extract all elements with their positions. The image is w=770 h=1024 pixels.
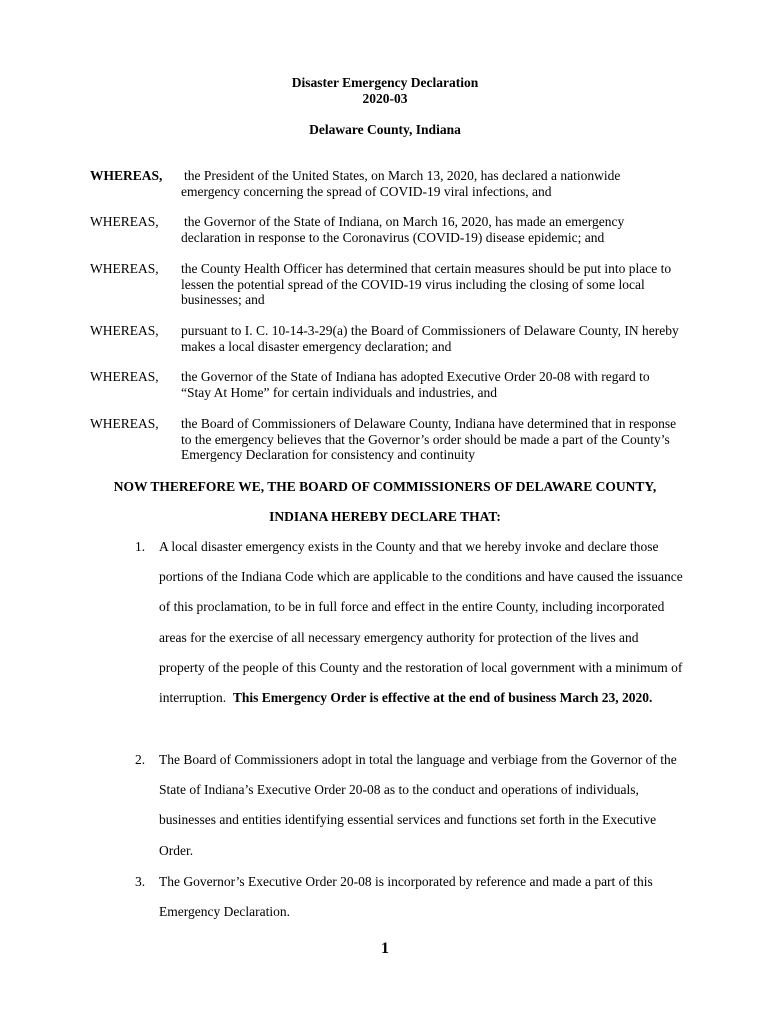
item-body [159, 532, 684, 713]
item-number: 1. [135, 539, 146, 554]
county-heading: Delaware County, Indiana [309, 122, 461, 137]
whereas-text: the Governor of the State of Indiana has adopted Executive Order 20-08 with regard to “Stay At Home” for certain individuals and industries, and [181, 369, 650, 400]
whereas-label: WHEREAS, [90, 323, 159, 338]
item-text: A local disaster emergency exists in the County and that we hereby invoke and declare those portions of the Indiana Code which are applicable to the conditions and have caused the issuance of this proclamation, to be in full force and effect in the entire County, including incorporated areas for the exercise of all necessary emergency authority for protection of the lives and property of the people of this County and the restoration of local government with a minimum of interruption. [159, 539, 683, 706]
item-number: 2. [135, 752, 146, 767]
page-number: 1 [381, 940, 389, 957]
item-number: 3. [135, 874, 146, 889]
whereas-text: the County Health Officer has determined that certain measures should be put into place to lessen the potential spread of the COVID-19 virus including the closing of some local businesses; and [181, 261, 672, 307]
whereas-label: WHEREAS, [90, 416, 159, 431]
item-body [159, 867, 684, 927]
declaration-heading-line1: NOW THEREFORE WE, THE BOARD OF COMMISSIONERS OF DELAWARE COUNTY, [113, 479, 657, 494]
whereas-label: WHEREAS, [90, 168, 163, 183]
whereas-text: the Governor of the State of Indiana, on March 16, 2020, has made an emergency declaration in response to the Coronavirus (COVID-19) disease epidemic; and [181, 214, 625, 245]
item-body [159, 745, 684, 866]
declaration-number: 2020-03 [362, 91, 408, 106]
declaration-heading-line2: INDIANA HEREBY DECLARE THAT: [269, 509, 501, 524]
item-bold-text: This Emergency Order is effective at the end of business March 23, 2020. [232, 690, 653, 706]
whereas-label: WHEREAS, [90, 214, 159, 229]
whereas-label: WHEREAS, [90, 261, 159, 276]
whereas-text: the President of the United States, on March 13, 2020, has declared a nationwide emergency concerning the spread of COVID-19 viral infections, and [181, 168, 621, 199]
item-text: The Governor’s Executive Order 20-08 is incorporated by reference and made a part of this Emergency Declaration. [159, 874, 653, 920]
document-title: Disaster Emergency Declaration [291, 75, 479, 90]
whereas-label: WHEREAS, [90, 369, 159, 384]
item-text: The Board of Commissioners adopt in total the language and verbiage from the Governor of the State of Indiana’s Executive Order 20-08 as to the conduct and operations of individuals, businesses and entities identifying essential services and functions set forth in the Executive Order. [159, 752, 677, 858]
whereas-text: the Board of Commissioners of Delaware County, Indiana have determined that in response to the emergency believes that the Governor’s order should be made a part of the County’s Emergency Declaration for consistency and continuity [181, 416, 677, 462]
whereas-text: pursuant to I. C. 10-14-3-29(a) the Board of Commissioners of Delaware County, IN hereby makes a local disaster emergency declaration; and [181, 323, 679, 354]
